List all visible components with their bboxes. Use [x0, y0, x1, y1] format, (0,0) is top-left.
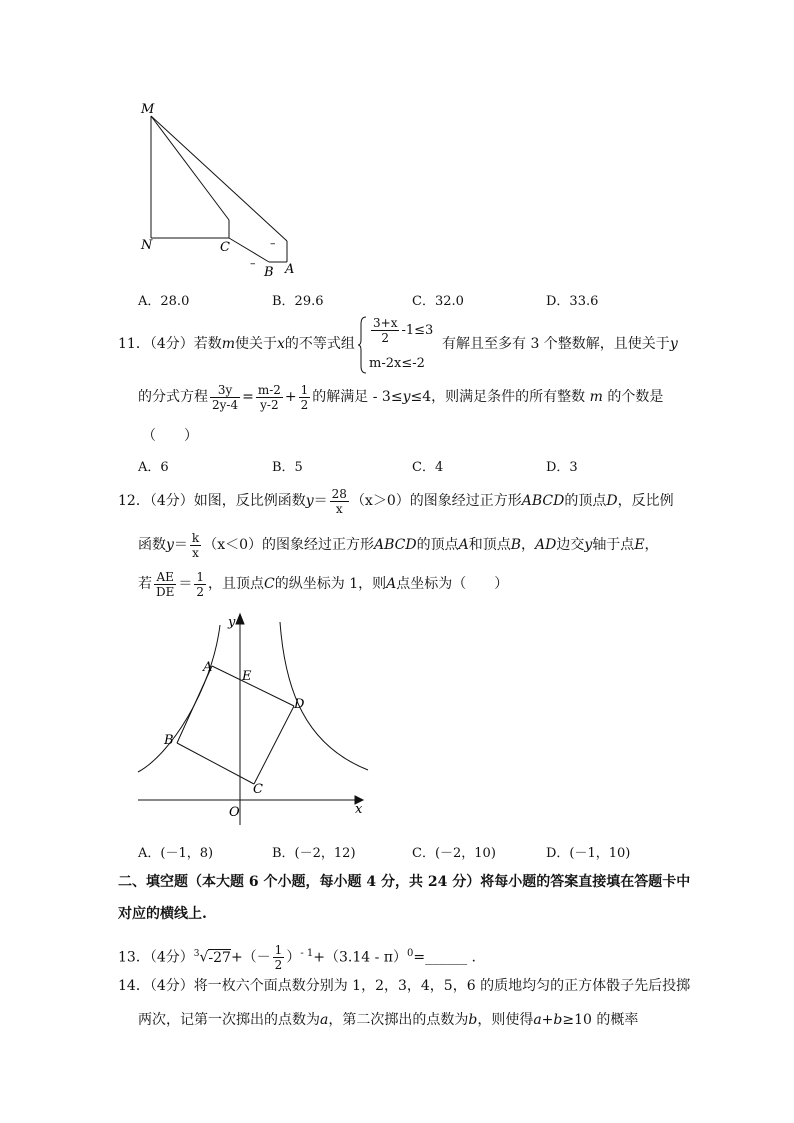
q11-var-y: y — [669, 336, 678, 352]
q12-line3-a: 若 — [138, 576, 152, 592]
q11-f2-num: m-2 — [257, 382, 281, 397]
q14-var-b: b — [468, 1012, 478, 1028]
q12-line2-d: 轴于点 — [592, 537, 635, 553]
q12-eq-2: ＝ — [173, 537, 188, 553]
q12-line1-c: ，反比例 — [617, 493, 674, 509]
label-dash-2: – — [250, 257, 256, 270]
q11-option-b: B．5 — [272, 460, 303, 475]
q13-tail: =______ . — [413, 949, 476, 966]
q13-plus1: +（－ — [230, 949, 271, 966]
q12-eq: ＝ — [313, 493, 328, 509]
figure-q12 — [130, 610, 380, 835]
q11-var-m-2: m — [589, 389, 603, 405]
q11-option-d: D．3 — [546, 460, 578, 475]
q11-f1-den: 2y-4 — [212, 397, 239, 412]
q12-line2-b: 的顶点 — [416, 537, 459, 553]
q11-blank: （ ） — [142, 428, 198, 444]
label-M: M — [141, 102, 155, 117]
q12-line1-a: 12．（4分）如图，反比例函数 — [118, 493, 306, 509]
section2-heading-line1: 二、填空题（本大题 6 个小题，每小题 4 分，共 24 分）将每小题的答案直接填在答题卡中 — [118, 874, 691, 890]
q14-var-a: a — [320, 1012, 329, 1028]
q11-ineq1-num: 3+x — [373, 316, 398, 330]
q12-option-b: B．(－2，12) — [272, 846, 356, 861]
fig12-label-B: B — [164, 733, 174, 748]
q11-line2 — [138, 380, 663, 414]
q11-after: 有解且至多有 3 个整数解，且使关于 — [442, 336, 670, 352]
q11-plus: + — [284, 389, 297, 405]
q13-h-den: 2 — [274, 958, 283, 973]
q14-line2-d: ≥10 的概率 — [562, 1012, 639, 1028]
q12-line3-d: 点坐标为（ ） — [396, 576, 509, 592]
label-A: A — [285, 262, 295, 277]
q11-mid1: 使关于 — [235, 336, 278, 352]
q14-line2 — [138, 1010, 638, 1030]
q11-var-y-2: y — [402, 389, 411, 405]
label-C: C — [220, 240, 230, 255]
q12-half-num: 1 — [196, 569, 205, 584]
q11-var-x: x — [277, 336, 285, 352]
label-N: N — [141, 238, 153, 253]
q12-C: C — [264, 576, 275, 592]
q12-AD: AD — [535, 537, 557, 553]
fig12-label-y: y — [228, 615, 236, 630]
q12-half-den: 2 — [196, 584, 205, 599]
fig12-label-O: O — [229, 805, 240, 820]
q12-line2-c: 边交 — [556, 537, 585, 553]
q11-line1-after — [442, 334, 678, 354]
q12-cond1: （x＞0）的图象经过正方形 — [350, 493, 522, 509]
q12-and: 和顶点 — [468, 537, 511, 553]
q14-line2-a: 两次，记第一次掷出的点数为 — [138, 1012, 320, 1028]
q11-f3-num: 1 — [300, 382, 309, 397]
q11-option-c: C．4 — [412, 460, 444, 475]
q12-cond2: （x＜0）的图象经过正方形 — [203, 537, 375, 553]
label-dash-1: – — [270, 237, 276, 250]
root-sign-icon: √ — [199, 949, 209, 966]
q12-D: D — [606, 493, 618, 509]
q12-line2 — [138, 528, 659, 562]
q13-prefix: 13．（4分） — [118, 949, 194, 966]
fig12-label-E: E — [242, 669, 252, 684]
q12-A-2: A — [386, 576, 397, 592]
q12-option-a: A．(－1，8) — [138, 846, 214, 861]
q11-mid2: 的不等式组 — [284, 336, 355, 352]
q12-comma: ， — [521, 537, 536, 553]
q12-r-den: DE — [156, 584, 175, 599]
q11-option-a: A．6 — [138, 460, 169, 475]
q11-eq: = — [242, 389, 254, 405]
q12-f-den: x — [335, 501, 343, 516]
q12-sq-2: ABCD — [374, 537, 417, 553]
q11-prefix: 11．（4分）若数 — [118, 336, 222, 352]
q12-comma-2: ， — [644, 537, 659, 553]
q14-line2-b: ，第二次掷出的点数为 — [328, 1012, 469, 1028]
q11-ineq1-den: 2 — [381, 331, 390, 345]
figure-q10 — [130, 95, 310, 280]
q12-k-num: k — [191, 530, 200, 545]
fig12-label-x: x — [355, 802, 363, 817]
q12-r-eq: ＝ — [178, 576, 193, 592]
q13-root-index: 3 — [193, 949, 200, 959]
q12-var-y-2: y — [166, 537, 174, 553]
q14-line1: 14．（4分）将一枚六个面点数分别为 1，2，3，4，5，6 的质地均匀的正方体骰子先后投掷 — [118, 978, 691, 994]
q13-sup1: - 1 — [300, 948, 314, 959]
q12-line1 — [118, 484, 674, 518]
q11-system — [357, 316, 442, 374]
q12-sq: ABCD — [521, 493, 565, 509]
q13-sup2: 0 — [406, 948, 414, 959]
q11-f3-den: 2 — [300, 397, 309, 412]
q11-f2-den: y-2 — [260, 397, 279, 412]
q11-line2-a: 的分式方程 — [138, 389, 208, 405]
q12-r-num: AE — [154, 570, 176, 585]
q12-A: A — [458, 537, 469, 553]
q11-var-m: m — [221, 336, 236, 352]
q11-ineq2: m-2x≤-2 — [369, 356, 425, 371]
q12-E: E — [634, 537, 645, 553]
q11-line2-d: 的个数是 — [607, 389, 664, 405]
q14-line2-c: ，则使得 — [477, 1012, 534, 1028]
q12-line3 — [138, 566, 508, 602]
q11-line1 — [118, 334, 355, 354]
q12-line2-a: 函数 — [138, 537, 166, 553]
q12-axis-y: y — [584, 537, 593, 553]
q13-plus2: +（3.14 - π） — [313, 949, 407, 966]
q11-f1-num: 3y — [210, 383, 240, 398]
fig12-label-C: C — [253, 782, 263, 797]
q10-option-d: D．33.6 — [546, 294, 599, 309]
q11-line2-b: 的解满足 - 3≤ — [312, 389, 403, 405]
q11-ineq1-rest: -1≤3 — [401, 323, 434, 338]
q10-option-b: B．29.6 — [272, 294, 324, 309]
q14-expr: a+b — [533, 1012, 563, 1028]
q12-line3-c: 的纵坐标为 1，则 — [274, 576, 387, 592]
q12-k-den: x — [192, 545, 199, 560]
q12-option-d: D．(－1，10) — [546, 846, 631, 861]
q12-f-num: 28 — [331, 486, 347, 501]
q10-option-c: C．32.0 — [412, 294, 464, 309]
q13-radicand: -27 — [208, 949, 231, 966]
q13-h-num: 1 — [274, 943, 283, 958]
q12-option-c: C．(－2，10) — [412, 846, 496, 861]
q12-B: B — [510, 537, 522, 553]
label-B: B — [264, 265, 274, 280]
q13-line — [118, 936, 476, 976]
fig12-label-A: A — [203, 660, 213, 675]
q13-exp1: ） — [286, 949, 301, 966]
section2-heading-line2: 对应的横线上. — [118, 906, 207, 922]
q11-line2-c: ≤4，则满足条件的所有整数 — [410, 389, 586, 405]
q12-line3-b: ，且顶点 — [208, 576, 265, 592]
q12-var-y: y — [305, 493, 314, 509]
q12-line1-b: 的顶点 — [564, 493, 607, 509]
q10-option-a: A．28.0 — [138, 294, 190, 309]
fig12-label-D: D — [294, 697, 305, 712]
